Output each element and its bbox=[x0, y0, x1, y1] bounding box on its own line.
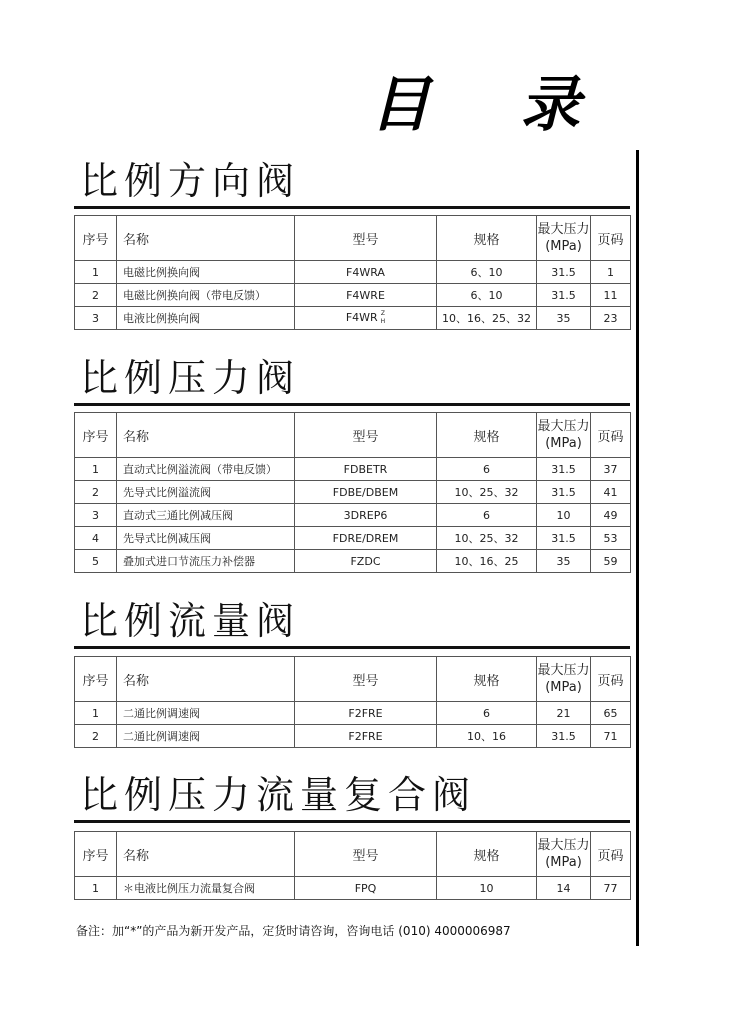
table-row bbox=[75, 504, 631, 527]
row-no: 1 bbox=[75, 261, 117, 284]
row-name: ＊电液比例压力流量复合阀 bbox=[117, 877, 295, 900]
row-no: 1 bbox=[75, 458, 117, 481]
row-pressure: 31.5 bbox=[537, 725, 591, 748]
row-no: 3 bbox=[75, 504, 117, 527]
col-model: 型号 bbox=[295, 216, 437, 261]
row-page: 1 bbox=[591, 261, 631, 284]
row-no: 3 bbox=[75, 307, 117, 330]
page-title: 目录 bbox=[370, 70, 670, 140]
row-model: FDRE/DREM bbox=[295, 527, 437, 550]
row-page: 65 bbox=[591, 702, 631, 725]
section-rule bbox=[74, 646, 630, 649]
col-name: 名称 bbox=[117, 216, 295, 261]
row-spec: 6 bbox=[437, 702, 537, 725]
section-rule bbox=[74, 206, 630, 209]
row-model: F2FRE bbox=[295, 725, 437, 748]
table-header bbox=[75, 413, 631, 458]
row-pressure: 35 bbox=[537, 307, 591, 330]
row-model-suffix bbox=[381, 310, 386, 326]
col-pressure-line1: 最大压力 bbox=[537, 419, 590, 434]
row-page: 41 bbox=[591, 481, 631, 504]
row-pressure: 14 bbox=[537, 877, 591, 900]
col-no: 序号 bbox=[75, 657, 117, 702]
col-spec: 规格 bbox=[437, 832, 537, 877]
row-page: 49 bbox=[591, 504, 631, 527]
col-model: 型号 bbox=[295, 657, 437, 702]
row-spec: 10、16 bbox=[437, 725, 537, 748]
col-spec: 规格 bbox=[437, 216, 537, 261]
col-page: 页码 bbox=[591, 657, 631, 702]
col-model: 型号 bbox=[295, 413, 437, 458]
col-model: 型号 bbox=[295, 832, 437, 877]
row-page: 59 bbox=[591, 550, 631, 573]
section-title-pressure: 比例压力阀 bbox=[80, 356, 301, 400]
row-name: 电液比例换向阀 bbox=[117, 307, 295, 330]
row-model: F4WRE bbox=[295, 284, 437, 307]
row-spec: 10、25、32 bbox=[437, 481, 537, 504]
col-pressure bbox=[537, 216, 591, 261]
row-pressure: 31.5 bbox=[537, 527, 591, 550]
table-pressure-valves bbox=[74, 412, 631, 573]
col-spec: 规格 bbox=[437, 413, 537, 458]
section-rule bbox=[74, 820, 630, 823]
row-spec: 6、10 bbox=[437, 261, 537, 284]
col-pressure-line1: 最大压力 bbox=[537, 222, 590, 237]
section-title-compound: 比例压力流量复合阀 bbox=[80, 773, 477, 817]
row-model-text: F4WR bbox=[345, 311, 378, 324]
table-row bbox=[75, 877, 631, 900]
row-spec: 10 bbox=[437, 877, 537, 900]
table-row bbox=[75, 307, 631, 330]
row-model: FDBETR bbox=[295, 458, 437, 481]
row-no: 1 bbox=[75, 877, 117, 900]
row-spec: 6、10 bbox=[437, 284, 537, 307]
row-model bbox=[295, 307, 437, 330]
col-pressure-line2: (MPa) bbox=[545, 680, 582, 695]
row-page: 77 bbox=[591, 877, 631, 900]
table-row bbox=[75, 725, 631, 748]
section-title-direction: 比例方向阀 bbox=[80, 159, 301, 203]
row-pressure: 31.5 bbox=[537, 261, 591, 284]
row-page: 23 bbox=[591, 307, 631, 330]
table-flow-valves bbox=[74, 656, 631, 748]
row-spec: 10、25、32 bbox=[437, 527, 537, 550]
row-name: 先导式比例溢流阀 bbox=[117, 481, 295, 504]
row-spec: 6 bbox=[437, 458, 537, 481]
row-pressure: 31.5 bbox=[537, 458, 591, 481]
row-name: 二通比例调速阀 bbox=[117, 702, 295, 725]
col-no: 序号 bbox=[75, 413, 117, 458]
row-no: 2 bbox=[75, 481, 117, 504]
row-no: 2 bbox=[75, 725, 117, 748]
row-spec: 10、16、25、32 bbox=[437, 307, 537, 330]
col-no: 序号 bbox=[75, 216, 117, 261]
row-model: FDBE/DBEM bbox=[295, 481, 437, 504]
col-pressure-line1: 最大压力 bbox=[537, 663, 590, 678]
row-spec: 10、16、25 bbox=[437, 550, 537, 573]
col-pressure-line2: (MPa) bbox=[545, 239, 582, 254]
col-pressure bbox=[537, 657, 591, 702]
table-row bbox=[75, 550, 631, 573]
col-page: 页码 bbox=[591, 413, 631, 458]
table-header bbox=[75, 657, 631, 702]
row-page: 71 bbox=[591, 725, 631, 748]
col-pressure-line2: (MPa) bbox=[545, 436, 582, 451]
table-direction-valves bbox=[74, 215, 631, 330]
col-page: 页码 bbox=[591, 216, 631, 261]
table-row bbox=[75, 284, 631, 307]
row-pressure: 35 bbox=[537, 550, 591, 573]
row-model: FPQ bbox=[295, 877, 437, 900]
table-row bbox=[75, 458, 631, 481]
col-no: 序号 bbox=[75, 832, 117, 877]
col-pressure-line1: 最大压力 bbox=[537, 838, 590, 853]
table-row bbox=[75, 261, 631, 284]
table-header bbox=[75, 216, 631, 261]
row-no: 2 bbox=[75, 284, 117, 307]
row-page: 11 bbox=[591, 284, 631, 307]
col-page: 页码 bbox=[591, 832, 631, 877]
row-name: 直动式三通比例减压阀 bbox=[117, 504, 295, 527]
row-pressure: 21 bbox=[537, 702, 591, 725]
row-pressure: 31.5 bbox=[537, 284, 591, 307]
row-pressure: 31.5 bbox=[537, 481, 591, 504]
row-name: 直动式比例溢流阀（带电反馈） bbox=[117, 458, 295, 481]
vertical-divider bbox=[636, 150, 639, 946]
row-page: 53 bbox=[591, 527, 631, 550]
row-name: 叠加式进口节流压力补偿器 bbox=[117, 550, 295, 573]
model-suffix-top: Z bbox=[380, 310, 385, 317]
row-name: 二通比例调速阀 bbox=[117, 725, 295, 748]
col-name: 名称 bbox=[117, 832, 295, 877]
col-pressure bbox=[537, 413, 591, 458]
footer-note: 备注：加“*”的产品为新开发产品，定货时请咨询，咨询电话 (010) 4000006987 bbox=[76, 924, 511, 938]
table-compound-valves bbox=[74, 831, 631, 900]
col-name: 名称 bbox=[117, 413, 295, 458]
row-no: 4 bbox=[75, 527, 117, 550]
row-model: FZDC bbox=[295, 550, 437, 573]
row-name: 电磁比例换向阀（带电反馈） bbox=[117, 284, 295, 307]
row-no: 1 bbox=[75, 702, 117, 725]
col-pressure-line2: (MPa) bbox=[545, 855, 582, 870]
col-name: 名称 bbox=[117, 657, 295, 702]
table-row bbox=[75, 527, 631, 550]
row-spec: 6 bbox=[437, 504, 537, 527]
row-page: 37 bbox=[591, 458, 631, 481]
section-title-flow: 比例流量阀 bbox=[80, 599, 301, 643]
row-name: 电磁比例换向阀 bbox=[117, 261, 295, 284]
col-spec: 规格 bbox=[437, 657, 537, 702]
table-row bbox=[75, 702, 631, 725]
row-model: F4WRA bbox=[295, 261, 437, 284]
model-suffix-bottom: H bbox=[380, 318, 386, 325]
row-name: 先导式比例减压阀 bbox=[117, 527, 295, 550]
row-pressure: 10 bbox=[537, 504, 591, 527]
row-model: F2FRE bbox=[295, 702, 437, 725]
row-no: 5 bbox=[75, 550, 117, 573]
col-pressure bbox=[537, 832, 591, 877]
section-rule bbox=[74, 403, 630, 406]
row-model: 3DREP6 bbox=[295, 504, 437, 527]
table-row bbox=[75, 481, 631, 504]
table-header bbox=[75, 832, 631, 877]
